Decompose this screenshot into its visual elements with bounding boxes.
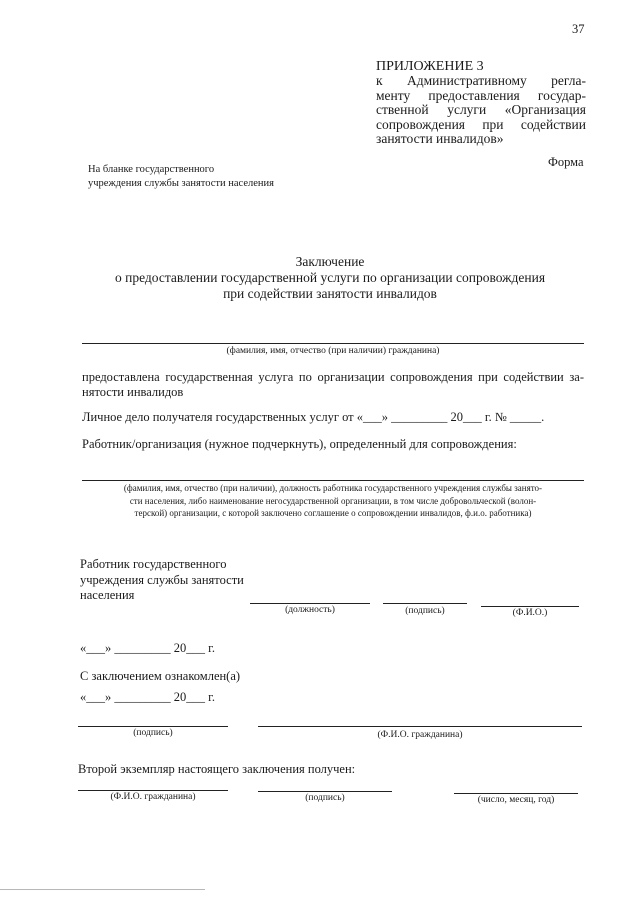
appendix-line: ственной услуги «Организация — [376, 102, 586, 117]
worker-line: Работник/организация (нужное подчеркнуть), определенный для сопровождения: — [82, 437, 517, 451]
citizen-signature-caption: (подпись) — [133, 728, 173, 738]
appendix-line: менту предоставления государ- — [376, 87, 586, 103]
final-fio-caption: (Ф.И.О. гражданина) — [110, 792, 196, 802]
worker-name-line — [82, 480, 584, 481]
fio-caption: (Ф.И.О.) — [512, 608, 548, 618]
letterhead — [88, 163, 274, 191]
signatory-block — [80, 557, 244, 604]
date-line-2: «___» _________ 20___ г. — [80, 690, 215, 704]
final-date-line — [454, 793, 578, 794]
page-number: 37 — [572, 22, 585, 36]
document-heading — [80, 254, 580, 302]
second-copy-text: Второй экземпляр настоящего заключения получен: — [78, 762, 356, 776]
final-signature-line — [258, 791, 392, 792]
service-text — [82, 370, 584, 400]
position-caption: (должность) — [285, 605, 335, 615]
signature-line — [383, 603, 467, 604]
signatory-line: Работник государственного — [80, 557, 227, 571]
appendix-text — [376, 74, 586, 147]
final-fio-line — [78, 790, 228, 791]
final-signature-caption: (подпись) — [305, 793, 345, 803]
date-line-1: «___» _________ 20___ г. — [80, 641, 215, 655]
heading-title: Заключение — [295, 254, 365, 269]
worker-caption — [76, 482, 590, 520]
citizen-name-line — [82, 343, 584, 344]
citizen-fio-line — [258, 726, 582, 727]
worker-caption-line: сти населения, либо наименование негосударственной организации, в том числе добровольческой (волон- — [129, 495, 537, 506]
appendix-line: занятости инвалидов» — [376, 131, 504, 146]
letterhead-line: учреждения службы занятости населения — [88, 178, 274, 189]
fio-line — [481, 606, 579, 607]
signature-caption: (подпись) — [405, 606, 445, 616]
service-line: нятости инвалидов — [82, 385, 184, 399]
citizen-caption: (фамилия, имя, отчество (при наличии) гражданина) — [226, 346, 440, 356]
letterhead-line: На бланке государственного — [88, 164, 215, 175]
personal-file-line: Личное дело получателя государственных услуг от «___» _________ 20___ г. № _____. — [82, 410, 545, 424]
worker-caption-line: (фамилия, имя, отчество (при наличии), должность работника государственного учреждения службы занято- — [123, 483, 543, 493]
acquainted-text: С заключением ознакомлен(а) — [80, 669, 241, 683]
appendix-title: ПРИЛОЖЕНИЕ 3 — [376, 59, 484, 74]
heading-subtitle: о предоставлении государственной услуги по организации сопровождения — [114, 270, 546, 285]
citizen-signature-line — [78, 726, 228, 727]
position-line — [250, 603, 370, 604]
final-date-caption: (число, месяц, год) — [477, 795, 555, 805]
service-line: предоставлена государственная услуга по организации сопровождения при содействии за- — [82, 370, 584, 384]
signatory-line: учреждения службы занятости — [80, 572, 244, 587]
scan-edge-mark — [0, 889, 205, 890]
worker-caption-line: терской) организации, с которой заключено соглашение о сопровождении инвалидов, ф.и.о. работника) — [134, 508, 532, 518]
heading-subtitle: при содействии занятости инвалидов — [223, 286, 437, 301]
form-label: Форма — [548, 155, 584, 169]
appendix-line: сопровождения при содействии — [376, 116, 586, 132]
appendix-line: к Административному регла- — [376, 73, 586, 88]
signatory-line: населения — [80, 588, 135, 602]
citizen-fio-caption: (Ф.И.О. гражданина) — [377, 730, 463, 740]
